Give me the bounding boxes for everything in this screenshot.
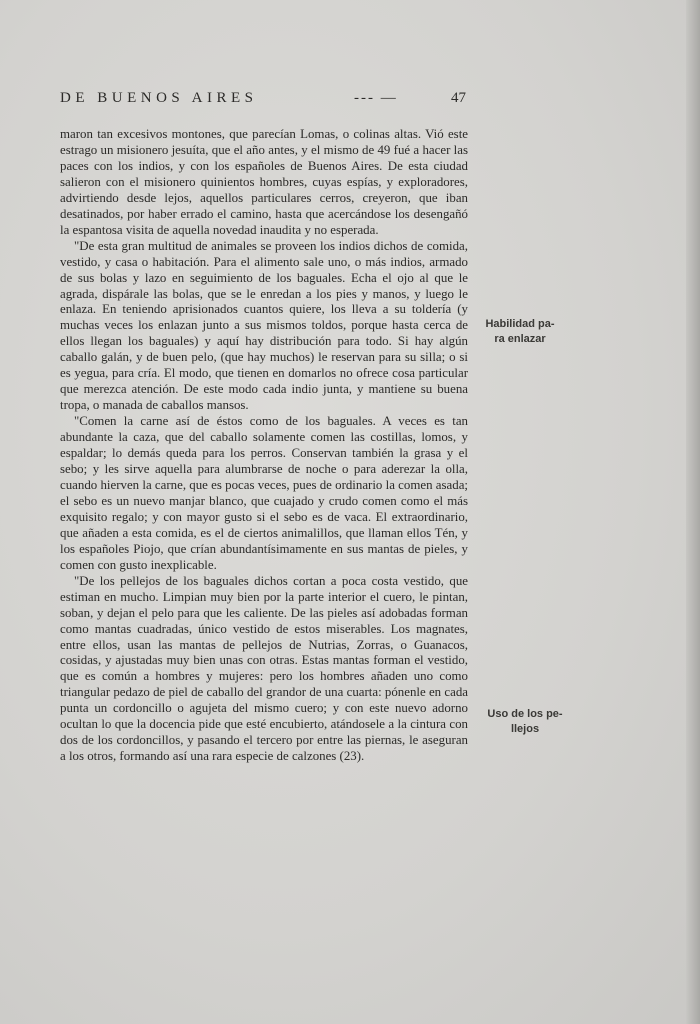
header-dashes: --- — — [354, 90, 398, 106]
margin-note-lasso: Habilidad pa- ra enlazar — [485, 318, 555, 345]
paragraph-3: "Comen la carne así de éstos como de los baguales. A veces es tan abundante la caza, que del caballo solamente comen las costillas, lomos, y espaldar; lo demás queda para los perros. Conservan también la grasa y el sebo; y les sirve aquella para alumbrarse de noche o para aderezar la olla, cuando hierven la carne, que es pocas veces, pues de ordinario la comen asada; el sebo es un nuevo manjar blanco, que cuajado y crudo comen como el más exquisito regalo; y con mayor gusto si el sebo es de vaca. El extraordinario, que añaden a esta comida, es el de ciertos animalillos, que llaman ellos Tén, y los españoles Piojo, que crían abundantísimamente en sus mantas de pieles, y comen con gusto inexplicable. — [60, 414, 468, 572]
running-header — [60, 90, 466, 112]
page-edge-shadow — [686, 0, 700, 1024]
paragraph-2: "De esta gran multitud de animales se proveen los indios dichos de comida, vestido, y casa o habitación. Para el alimento sale uno, o más indios, armado de sus bolas y lazo en seguimiento de los baguales. Echa el ojo al que le agrada, dispárale las bolas, que se le enredan a los pies y manos, y luego le enlaza. En teniendo aprisionados cuantos quiere, los lleva a su toldería (y muchas veces los enlazan junto a sus mismos toldos, porque hasta cerca de ellos llegan los baguales) y aquí hay distribución para todo. Si hay algún caballo galán, y de buen pelo, (que hay muchos) le reservan para su silla; o si es yegua, para cría. El modo, que tienen en domarlos no ofrece cosa particular que merezca atención. De este modo cada indio junta, y mantiene su buena tropa, o manada de caballos mansos. — [60, 238, 468, 413]
margin-note-hides: Uso de los pe- llejos — [487, 708, 563, 735]
running-title: DE BUENOS AIRES — [60, 90, 258, 106]
paragraph-4: "De los pellejos de los baguales dichos cortan a poca costa vestido, que estiman en mucho. Limpian muy bien por la parte interior el cuero, le pintan, soban, y dejan el pelo para que les caliente. De las pieles así adobadas forman como mantas cuadradas, único vestido de estos miserables. Los magnates, entre ellos, usan las mantas de pellejos de Nutrias, Zorras, o Guanacos, cosidas, y ajustadas muy bien unas con otras. Estas mantas forman el vestido, que es común a hombres y mujeres: pero los hombres añaden uno como triangular pedazo de piel de caballo del grandor de una cuarta: pónenle en cada punta un cordoncillo o agujeta del mismo cuero; y con este nuevo adorno ocultan lo que la docencia pide que esté encubierto, atándosele a la cintura con dos de los cordoncillos, y pasando el tercero por entre las piernas, le aseguran a los otros, formando así una rara especie de calzones (23). — [60, 573, 468, 764]
paragraph-1: maron tan excesivos montones, que parecían Lomas, o colinas altas. Vió este estrago un misionero jesuíta, que el año antes, y el mismo de 49 fué a hacer las paces con los indios, y con los españoles de Buenos Aires. De esta ciudad salieron con el misionero quinientos hombres, cuyas espías, y exploradores, advirtiendo desde lejos, aquellos particulares cerros, creyeron, que iban desatinados, por haber errado el camino, hasta que acercándose los desengañó la espantosa visita de aquella novedad inaudita y no esperada. — [60, 127, 468, 237]
page-number: 47 — [451, 90, 466, 106]
body-text — [60, 127, 468, 765]
